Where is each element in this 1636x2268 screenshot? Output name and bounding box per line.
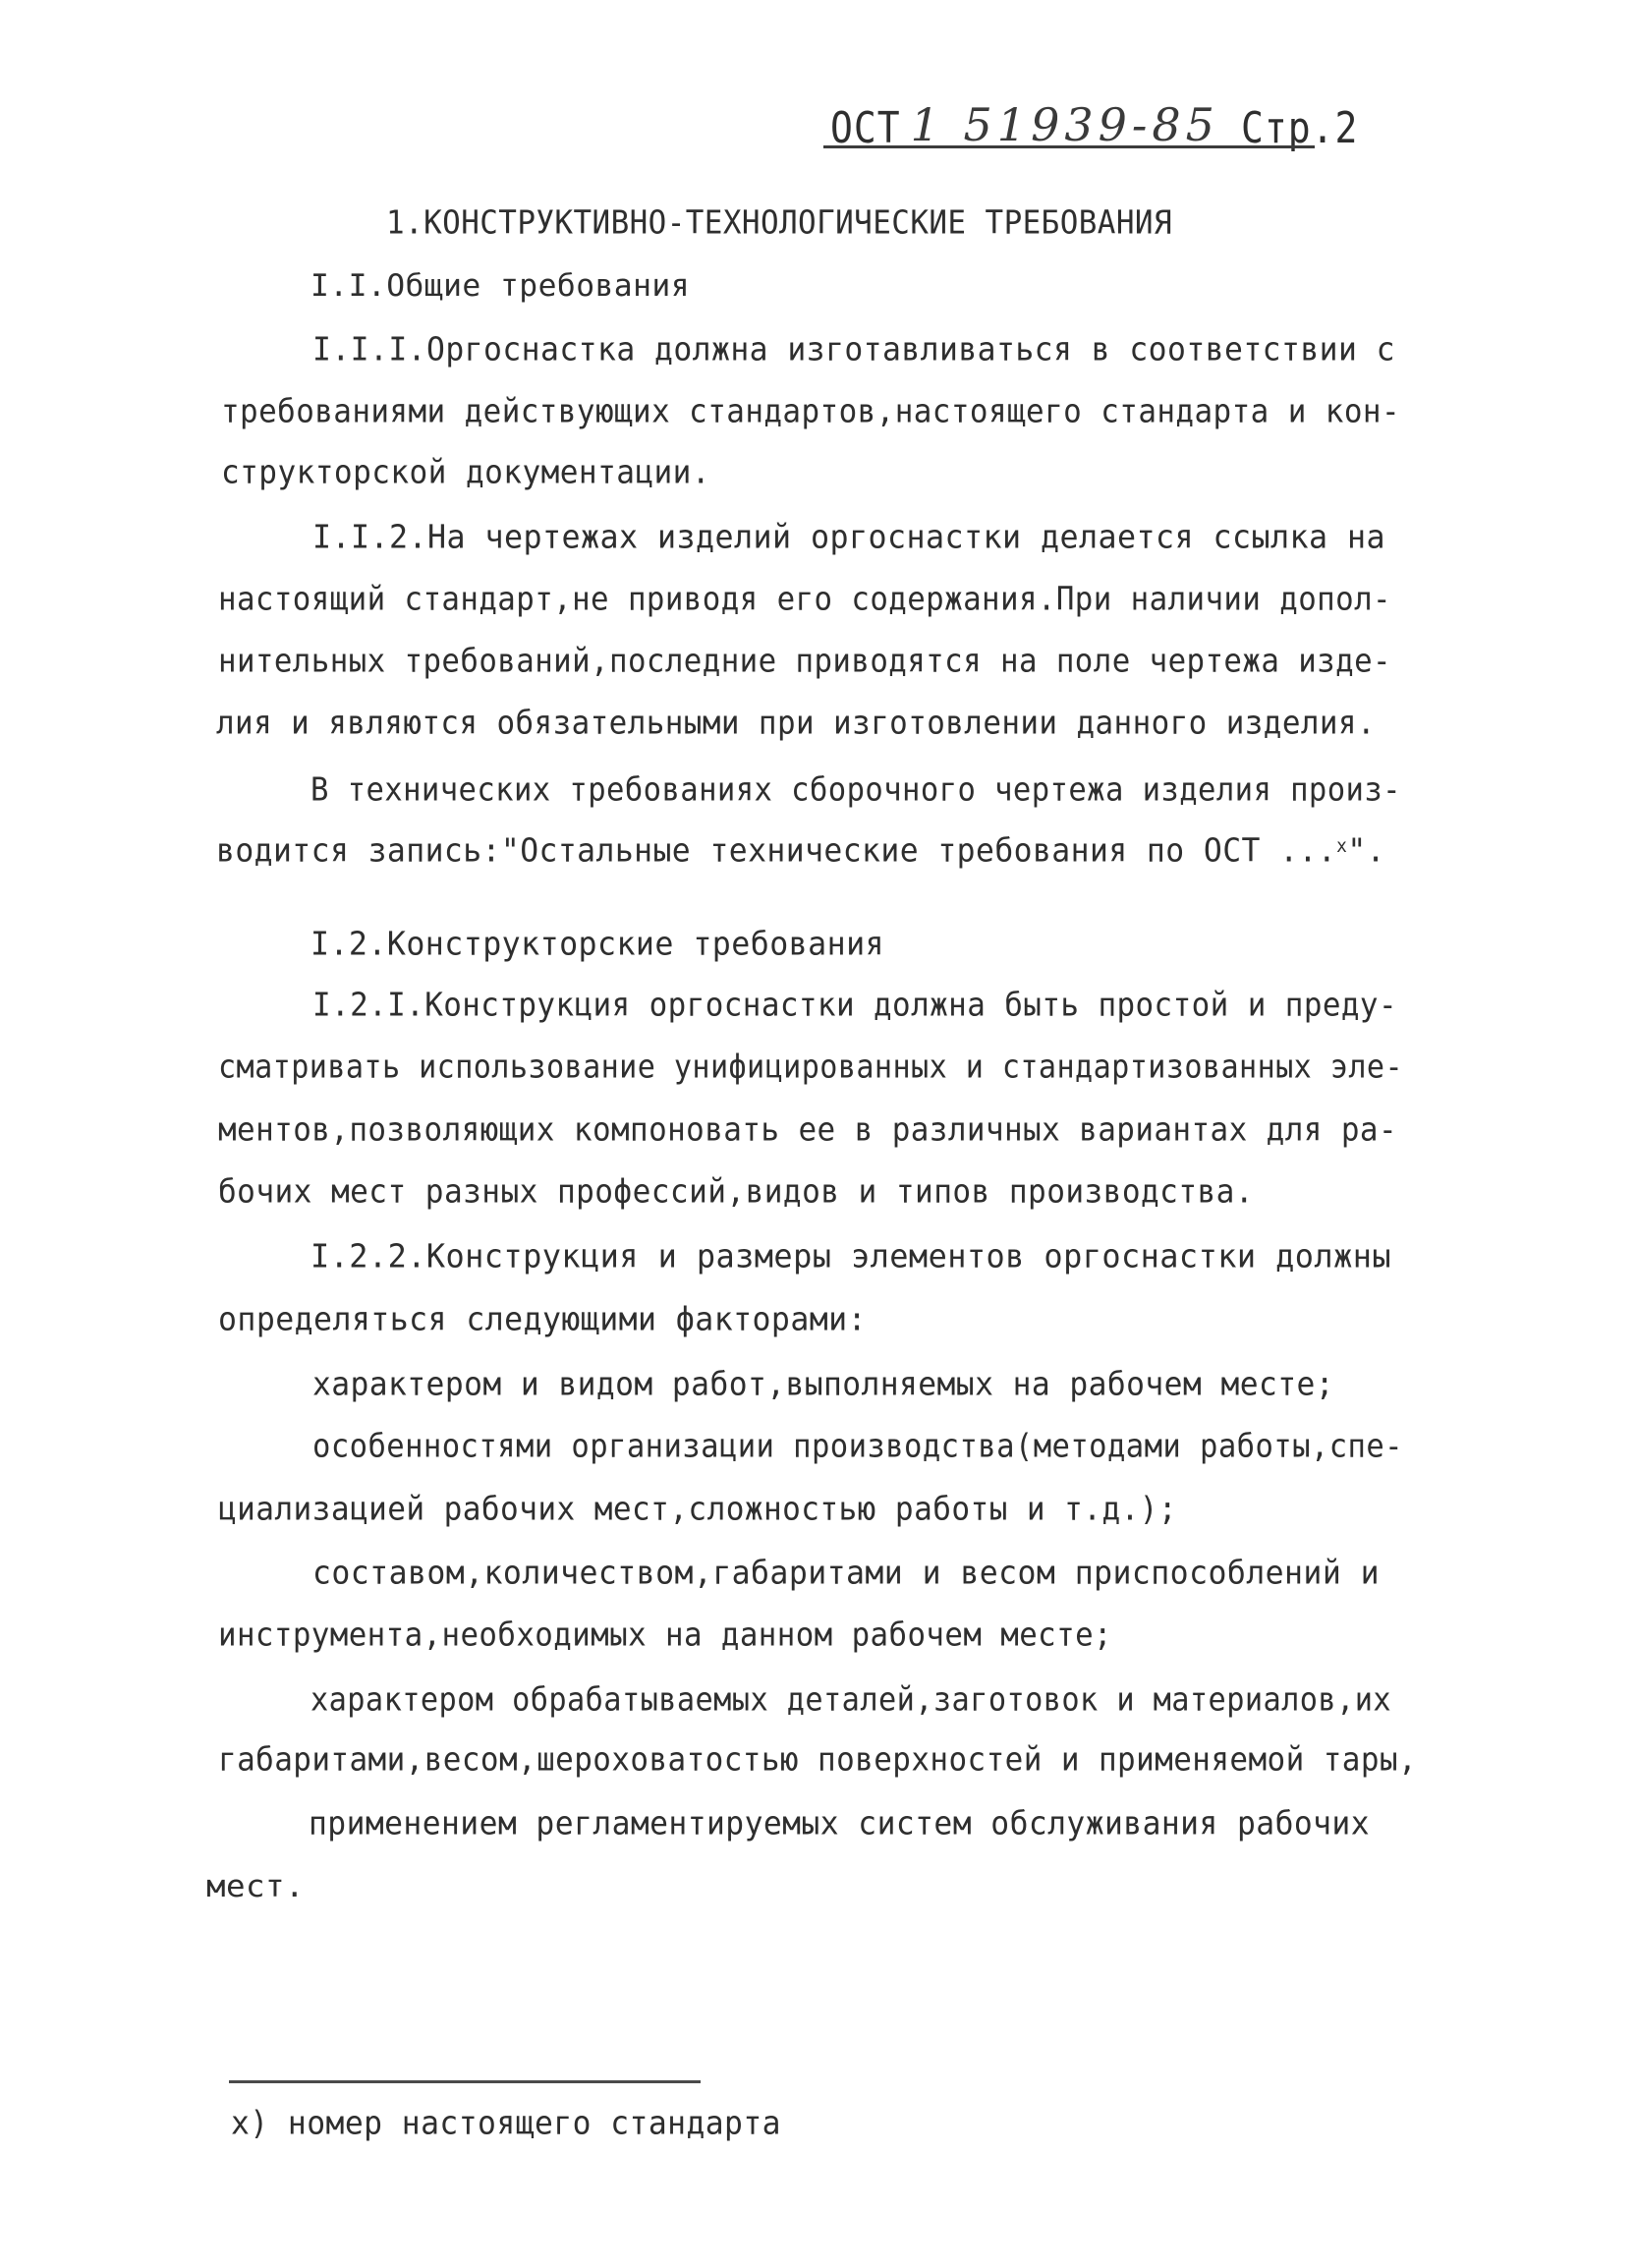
paragraph-line: лия и являются обязательными при изготовлении данного изделия.: [216, 704, 1376, 742]
paragraph-line: сматривать использование унифицированных и стандартизованных эле-: [218, 1048, 1403, 1086]
subsection-title: I.2.Конструкторские требования: [310, 925, 884, 963]
paragraph-line: [216, 831, 1385, 870]
paragraph-line: I.2.2.Конструкция и размеры элементов оргоснастки должны: [310, 1237, 1391, 1276]
paragraph-line: структорской документации.: [221, 453, 710, 491]
header-underline: [823, 145, 1315, 148]
list-item: применением регламентируемых систем обслуживания рабочих: [309, 1804, 1370, 1843]
section-title: 1.КОНСТРУКТИВНО-ТЕХНОЛОГИЧЕСКИЕ ТРЕБОВАНИЯ: [386, 203, 1172, 242]
paragraph-line: настоящий стандарт,не приводя его содержания.При наличии допол-: [218, 580, 1391, 618]
list-item-continuation: мест.: [206, 1868, 305, 1904]
footnote: х) номер настоящего стандарта: [231, 2104, 781, 2142]
list-item-continuation: габаритами,весом,шероховатостью поверхностей и применяемой тары,: [218, 1740, 1417, 1779]
paragraph-line: требованиями действующих стандартов,настоящего стандарта и кон-: [221, 392, 1400, 430]
list-item: составом,количеством,габаритами и весом приспособлений и: [312, 1554, 1380, 1592]
paragraph-line: I.I.I.Оргоснастка должна изготавливаться в соответствии с: [312, 330, 1395, 369]
paragraph-line: В технических требованиях сборочного чертежа изделия произ-: [310, 770, 1401, 809]
paragraph-line: бочих мест разных профессий,видов и типов производства.: [218, 1172, 1254, 1211]
list-item-continuation: инструмента,необходимых на данном рабочем месте;: [218, 1616, 1112, 1654]
header-doc-number: 1 51939-85: [910, 98, 1219, 151]
footnote-separator: [229, 2080, 701, 2083]
list-item: характером и видом работ,выполняемых на рабочем месте;: [312, 1365, 1334, 1403]
page-header: [830, 98, 1359, 153]
paragraph-line: нительных требований,последние приводятся на поле чертежа изде-: [218, 642, 1391, 680]
subsection-title: I.I.Общие требования: [310, 267, 690, 304]
paragraph-line: I.2.I.Конструкция оргоснастки должна быть простой и преду-: [312, 986, 1397, 1024]
footnote-mark: х: [1336, 834, 1348, 857]
list-item: характером обрабатываемых деталей,заготовок и материалов,их: [310, 1680, 1391, 1719]
header-page-label: Стр.2: [1240, 102, 1359, 153]
paragraph-line: определяться следующими факторами:: [218, 1300, 867, 1338]
record-text: водится запись:"Остальные технические требования по ОСТ ...: [216, 831, 1337, 870]
paragraph-line: ментов,позволяющих компоновать ее в различных вариантах для ра-: [218, 1110, 1397, 1149]
record-text-end: ".: [1347, 831, 1385, 870]
list-item-continuation: циализацией рабочих мест,сложностью работы и т.д.);: [218, 1490, 1177, 1528]
header-doc-code: ОСТ: [830, 102, 901, 153]
paragraph-line: I.I.2.На чертежах изделий оргоснастки делается ссылка на: [312, 518, 1385, 556]
list-item: особенностями организации производства(методами работы,спе-: [312, 1427, 1403, 1465]
